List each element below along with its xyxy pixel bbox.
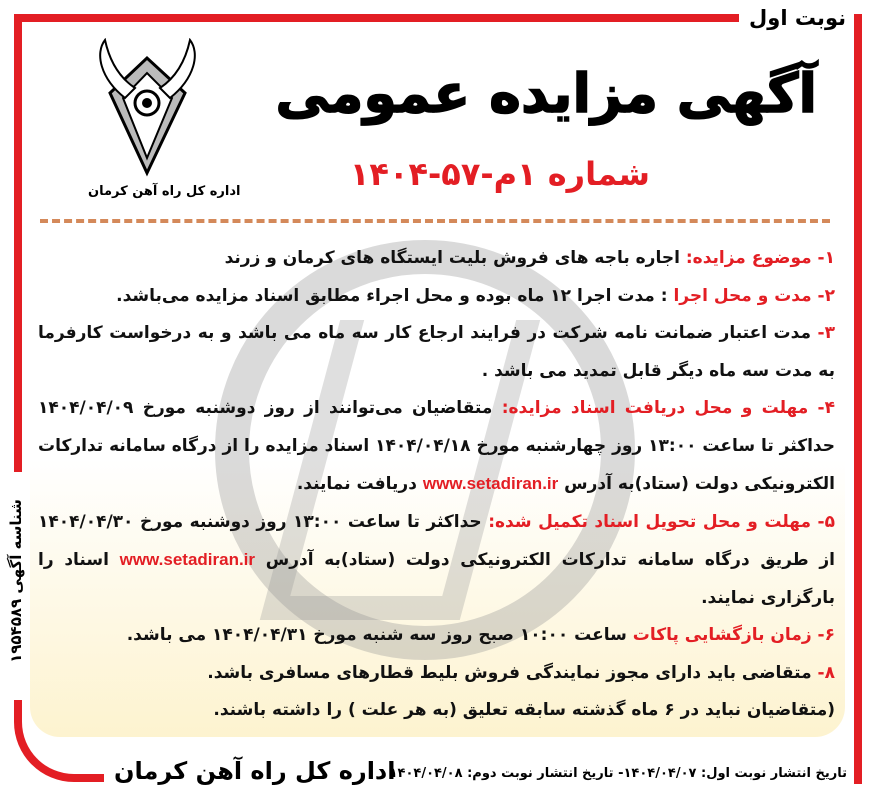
logo-caption: اداره کل راه آهن کرمان	[88, 184, 241, 199]
setadiran-link[interactable]: www.setadiran.ir	[422, 474, 559, 493]
divider	[40, 219, 830, 223]
item-2: ۲- مدت و محل اجرا : مدت اجرا ۱۲ ماه بوده و محل اجراء مطابق اسناد مزایده می‌باشد.	[116, 285, 835, 306]
page-title: آگهی مزایده عمومی	[275, 62, 817, 125]
footer-organization: اداره کل راه آهن کرمان	[108, 757, 401, 785]
frame-border-left	[14, 14, 22, 472]
item-8: ۸- متقاضی باید دارای مجوز نمایندگی فروش بلیط قطارهای مسافری باشد.	[207, 662, 835, 683]
auction-number: شماره ۱م-۵۷-۱۴۰۴	[349, 155, 650, 193]
item-5: ۵- مهلت و محل تحویل اسناد تکمیل شده: حداکثر تا ساعت ۱۳:۰۰ روز دوشنبه مورخ ۱۴۰۴/۰۴/۳۰ از طریق درگاه سامانه تدارکات الکترونیکی دولت (ستاد)به آدرس www.setadiran.ir اسناد را بارگزاری نمایند.	[38, 511, 836, 608]
round-label: نوبت اول	[739, 3, 854, 33]
item-4: ۴- مهلت و محل دریافت اسناد مزایده: متقاضیان می‌توانند از روز دوشنبه مورخ ۱۴۰۴/۰۴/۰۹ حداکثر تا ساعت ۱۳:۰۰ روز چهارشنبه مورخ ۱۴۰۴/۰۴/۱۸ اسناد مزایده را از درگاه سامانه تدارکات الکترونیکی دولت (ستاد)به آدرس www.setadiran.ir دریافت نمایند.	[38, 398, 835, 494]
notice-body	[38, 240, 835, 730]
item-note: (متقاضیان نباید در ۶ ماه گذشته سابقه تعلیق (به هر علت ) را داشته باشند.	[213, 700, 835, 720]
item-6: ۶- زمان بازگشایی پاکات ساعت ۱۰:۰۰ صبح روز سه شنبه مورخ ۱۴۰۴/۰۴/۳۱ می باشد.	[126, 625, 835, 645]
publication-dates: تاریخ انتشار نوبت اول: ۱۴۰۴/۰۴/۰۷- تاریخ انتشار نوبت دوم: ۱۴۰۴/۰۴/۰۸	[389, 766, 847, 781]
item-1: ۱- موضوع مزایده: اجاره باجه های فروش بلیت ایستگاه های کرمان و زرند	[224, 248, 835, 268]
item-3: ۳- مدت اعتبار ضمانت نامه شرکت در فرایند ارجاع کار سه ماه می باشد و به درخواست کارفرما به مدت سه ماه دیگر قابل تمدید می باشد .	[38, 323, 835, 381]
frame-border-bottom-segment	[854, 772, 862, 782]
frame-border-right	[854, 14, 862, 784]
railway-logo-icon	[95, 38, 200, 178]
setadiran-link[interactable]: www.setadiran.ir	[119, 550, 256, 569]
frame-border-top	[14, 14, 862, 22]
ad-id: شناسه آگهی ۱۹۵۴۵۸۹	[7, 498, 25, 663]
